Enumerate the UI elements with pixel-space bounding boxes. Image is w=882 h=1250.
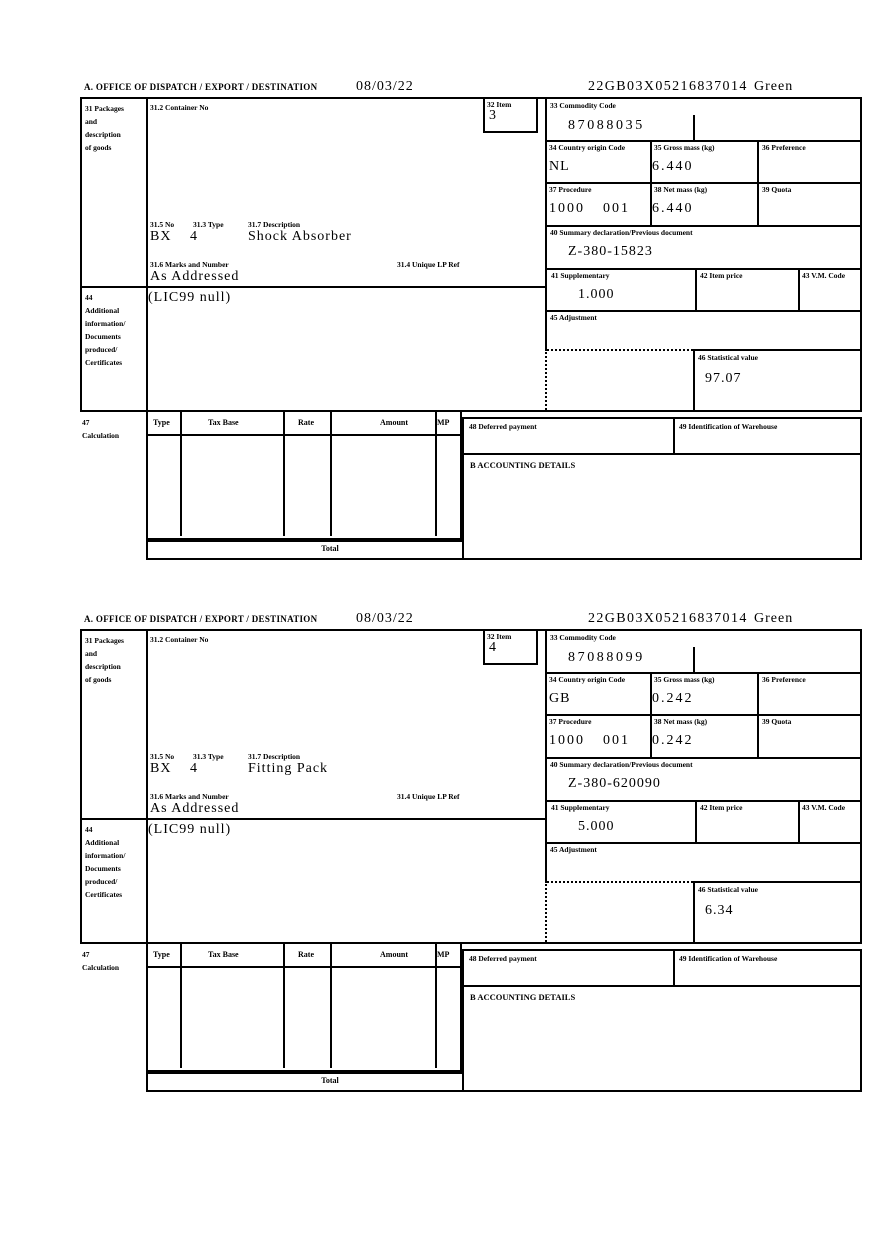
net-mass-label: 38 Net mass (kg) <box>654 185 708 194</box>
col-header-mp: MP <box>437 418 450 427</box>
total-row-top-border <box>148 1072 462 1074</box>
total-label: Total <box>321 1076 339 1085</box>
column-divider <box>695 800 697 842</box>
box44-line: produced/ <box>85 345 118 354</box>
statistical-value-label: 46 Statistical value <box>698 353 758 362</box>
net-mass-value: 0.242 <box>652 733 694 748</box>
net-mass-label: 38 Net mass (kg) <box>654 717 708 726</box>
item-label: 32 Item <box>487 100 512 109</box>
row-divider <box>545 225 860 227</box>
box44-line: Additional <box>85 306 120 315</box>
box44-line: Additional <box>85 838 120 847</box>
commodity-code-label: 33 Commodity Code <box>550 633 616 642</box>
item-number-box <box>483 631 538 665</box>
package-type-value: 4 <box>190 761 198 776</box>
summary-declaration-value: Z-380-15823 <box>568 244 653 259</box>
col-header-rate: Rate <box>298 950 314 959</box>
column-divider <box>757 672 759 757</box>
col-header-type: Type <box>153 950 170 959</box>
accounting-top-divider <box>464 985 860 987</box>
box47-line: Calculation <box>82 431 120 440</box>
preference-label: 36 Preference <box>762 143 806 152</box>
box44-top-divider <box>82 286 547 288</box>
package-type-label: 31.3 Type <box>193 752 224 761</box>
box47-calculation-label <box>82 416 119 442</box>
box44-line: 44 <box>85 825 93 834</box>
box47-calculation-label <box>82 948 119 974</box>
column-divider <box>757 140 759 225</box>
procedure-label: 37 Procedure <box>549 185 592 194</box>
box44-line: Documents <box>85 864 121 873</box>
box44-line: information/ <box>85 319 126 328</box>
item-number-value: 4 <box>489 640 497 655</box>
box31-line: and <box>85 649 98 658</box>
summary-declaration-label: 40 Summary declaration/Previous document <box>550 228 693 237</box>
table-column-divider <box>180 412 182 536</box>
vm-code-label: 43 V.M. Code <box>802 271 846 280</box>
box31-packages-label <box>85 634 124 686</box>
table-header-divider <box>148 966 460 968</box>
adjustment-label: 45 Adjustment <box>550 845 597 854</box>
table-column-divider <box>330 944 332 1068</box>
total-label: Total <box>321 544 339 553</box>
summary-declaration-label: 40 Summary declaration/Previous document <box>550 760 693 769</box>
warehouse-id-label: 49 Identification of Warehouse <box>679 954 778 963</box>
payment-accounting-box <box>462 417 862 560</box>
package-no-value: BX <box>150 229 172 244</box>
col-header-tax-base: Tax Base <box>208 418 239 427</box>
declaration-item-block <box>0 612 882 1097</box>
box31-packages-label <box>85 102 124 154</box>
calculation-table <box>146 944 462 1072</box>
statistical-value: 97.07 <box>705 371 742 386</box>
accounting-details-label: B ACCOUNTING DETAILS <box>470 460 576 470</box>
box44-line: Certificates <box>85 358 123 367</box>
goods-description-value: Shock Absorber <box>248 229 352 244</box>
table-column-divider <box>283 412 285 536</box>
package-type-label: 31.3 Type <box>193 220 224 229</box>
box31-line: 31 Packages <box>85 636 124 645</box>
column-divider <box>798 800 800 842</box>
box44-additional-info-label <box>85 823 125 901</box>
table-column-divider <box>283 944 285 1068</box>
payment-accounting-box <box>462 949 862 1092</box>
box44-top-divider <box>82 818 547 820</box>
row-divider <box>545 182 860 184</box>
col-header-amount: Amount <box>380 418 409 427</box>
procedure-label: 37 Procedure <box>549 717 592 726</box>
box31-line: of goods <box>85 675 112 684</box>
net-mass-value: 6.440 <box>652 201 694 216</box>
dotted-left-border <box>545 881 547 942</box>
gross-mass-value: 0.242 <box>652 691 694 706</box>
commodity-code-label: 33 Commodity Code <box>550 101 616 110</box>
row-divider <box>545 140 860 142</box>
row-divider <box>545 842 860 844</box>
additional-info-value: (LIC99 null) <box>148 290 232 305</box>
box44-line: produced/ <box>85 877 118 886</box>
col-header-mp: MP <box>437 950 450 959</box>
package-type-value: 4 <box>190 229 198 244</box>
package-no-value: BX <box>150 761 172 776</box>
deferred-warehouse-divider <box>673 951 675 985</box>
gross-mass-label: 35 Gross mass (kg) <box>654 675 715 684</box>
description-label: 31.7 Description <box>248 752 301 761</box>
col-header-rate: Rate <box>298 418 314 427</box>
item-number-box <box>483 99 538 133</box>
left-column-divider <box>146 99 148 410</box>
box44-line: information/ <box>85 851 126 860</box>
box44-line: 44 <box>85 293 93 302</box>
box31-line: description <box>85 130 121 139</box>
column-divider <box>695 268 697 310</box>
table-column-divider <box>330 412 332 536</box>
statistical-value-label: 46 Statistical value <box>698 885 758 894</box>
country-origin-value: NL <box>549 159 570 174</box>
box47-line: Calculation <box>82 963 120 972</box>
total-row-top-border <box>148 540 462 542</box>
container-no-label: 31.2 Container No <box>150 103 209 112</box>
supplementary-label: 41 Supplementary <box>551 271 610 280</box>
unique-lp-ref-label: 31.4 Unique LP Ref <box>397 792 460 801</box>
row-divider <box>545 714 860 716</box>
commodity-code-value: 87088035 <box>568 118 645 133</box>
column-divider <box>798 268 800 310</box>
item-number-value: 3 <box>489 108 497 123</box>
dotted-left-border <box>545 349 547 410</box>
commodity-code-value: 87088099 <box>568 650 645 665</box>
description-label: 31.7 Description <box>248 220 301 229</box>
routing-indicator: Green <box>754 79 794 94</box>
box31-line: and <box>85 117 98 126</box>
box31-line: of goods <box>85 143 112 152</box>
statistical-value-box <box>693 881 860 942</box>
warehouse-id-label: 49 Identification of Warehouse <box>679 422 778 431</box>
accounting-details-label: B ACCOUNTING DETAILS <box>470 992 576 1002</box>
statistical-value-box <box>693 349 860 410</box>
statistical-value: 6.34 <box>705 903 734 918</box>
goods-description-value: Fitting Pack <box>248 761 329 776</box>
gross-mass-value: 6.440 <box>652 159 694 174</box>
commodity-code-subdivider <box>693 647 695 672</box>
procedure-value-2: 001 <box>603 733 630 748</box>
unique-lp-ref-label: 31.4 Unique LP Ref <box>397 260 460 269</box>
marks-number-label: 31.6 Marks and Number <box>150 260 229 269</box>
table-column-divider <box>180 944 182 1068</box>
country-origin-label: 34 Country origin Code <box>549 143 626 152</box>
vm-code-label: 43 V.M. Code <box>802 803 846 812</box>
row-divider <box>545 757 860 759</box>
box44-line: Certificates <box>85 890 123 899</box>
box31-line: description <box>85 662 121 671</box>
declaration-date: 08/03/22 <box>356 79 414 94</box>
office-of-dispatch-header: A. OFFICE OF DISPATCH / EXPORT / DESTINATION <box>84 614 318 624</box>
item-detail-box <box>80 629 862 944</box>
additional-info-value: (LIC99 null) <box>148 822 232 837</box>
dotted-top-border <box>547 349 693 351</box>
quota-label: 39 Quota <box>762 717 792 726</box>
summary-declaration-value: Z-380-620090 <box>568 776 661 791</box>
table-header-divider <box>148 434 460 436</box>
row-divider <box>545 310 860 312</box>
row-divider <box>545 800 860 802</box>
movement-reference-number: 22GB03X05216837014 <box>588 611 748 626</box>
commodity-code-subdivider <box>693 115 695 140</box>
procedure-value-2: 001 <box>603 201 630 216</box>
box44-line: Documents <box>85 332 121 341</box>
package-no-label: 31.5 No <box>150 220 175 229</box>
col-header-type: Type <box>153 418 170 427</box>
declaration-item-block <box>0 80 882 565</box>
preference-label: 36 Preference <box>762 675 806 684</box>
accounting-top-divider <box>464 453 860 455</box>
office-of-dispatch-header: A. OFFICE OF DISPATCH / EXPORT / DESTINATION <box>84 82 318 92</box>
marks-number-value: As Addressed <box>150 801 240 816</box>
table-column-divider <box>435 412 437 536</box>
quota-label: 39 Quota <box>762 185 792 194</box>
row-divider <box>545 672 860 674</box>
package-no-label: 31.5 No <box>150 752 175 761</box>
row-divider <box>545 268 860 270</box>
procedure-value-1: 1000 <box>549 201 585 216</box>
col-header-tax-base: Tax Base <box>208 950 239 959</box>
box47-line: 47 <box>82 418 90 427</box>
declaration-date: 08/03/22 <box>356 611 414 626</box>
supplementary-value: 5.000 <box>578 819 615 834</box>
item-price-label: 42 Item price <box>700 271 743 280</box>
col-header-amount: Amount <box>380 950 409 959</box>
deferred-payment-label: 48 Deferred payment <box>469 422 537 431</box>
country-origin-value: GB <box>549 691 571 706</box>
box47-line: 47 <box>82 950 90 959</box>
box44-additional-info-label <box>85 291 125 369</box>
gross-mass-label: 35 Gross mass (kg) <box>654 143 715 152</box>
deferred-warehouse-divider <box>673 419 675 453</box>
container-no-label: 31.2 Container No <box>150 635 209 644</box>
movement-reference-number: 22GB03X05216837014 <box>588 79 748 94</box>
item-detail-box <box>80 97 862 412</box>
supplementary-label: 41 Supplementary <box>551 803 610 812</box>
calculation-table <box>146 412 462 540</box>
marks-number-label: 31.6 Marks and Number <box>150 792 229 801</box>
left-column-divider <box>146 631 148 942</box>
dotted-top-border <box>547 881 693 883</box>
deferred-payment-label: 48 Deferred payment <box>469 954 537 963</box>
item-price-label: 42 Item price <box>700 803 743 812</box>
routing-indicator: Green <box>754 611 794 626</box>
procedure-value-1: 1000 <box>549 733 585 748</box>
adjustment-label: 45 Adjustment <box>550 313 597 322</box>
item-label: 32 Item <box>487 632 512 641</box>
table-column-divider <box>435 944 437 1068</box>
supplementary-value: 1.000 <box>578 287 615 302</box>
country-origin-label: 34 Country origin Code <box>549 675 626 684</box>
box31-line: 31 Packages <box>85 104 124 113</box>
marks-number-value: As Addressed <box>150 269 240 284</box>
